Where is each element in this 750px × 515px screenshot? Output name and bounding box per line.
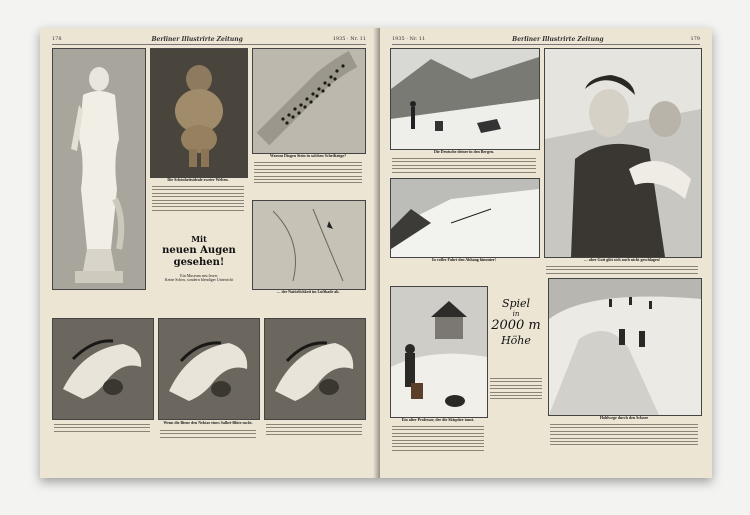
snow-walk-photo bbox=[548, 278, 702, 416]
slope-caption-text: In voller Fahrt den Abhang hinunter! bbox=[431, 257, 497, 262]
figurine-body-text bbox=[152, 186, 244, 213]
statue-photo bbox=[52, 48, 146, 290]
bee-photo-3 bbox=[264, 318, 366, 420]
left-page-number: 178 bbox=[52, 36, 62, 42]
subhead-line-2: Keine Scheu, sondern blendiger Unterricht bbox=[164, 277, 234, 283]
left-subhead bbox=[150, 274, 248, 282]
slope-photo bbox=[390, 178, 540, 258]
left-page bbox=[40, 28, 378, 478]
left-headline bbox=[150, 233, 248, 269]
left-running-head bbox=[52, 34, 366, 45]
sketch-caption bbox=[252, 290, 364, 294]
figurine-caption bbox=[150, 178, 246, 182]
script-title-line-2: in bbox=[512, 310, 520, 318]
hut-caption-text: Ein alter Professor, der die Skispitze tanzt. bbox=[401, 417, 475, 422]
ski-caption bbox=[390, 150, 538, 154]
cave-caption bbox=[252, 154, 364, 158]
bee-photo-2 bbox=[158, 318, 260, 420]
cave-drawing-photo bbox=[252, 48, 366, 154]
bee-body-right bbox=[266, 424, 362, 438]
woman-photo bbox=[544, 48, 702, 258]
bee-caption bbox=[158, 421, 258, 425]
snow-body-text bbox=[550, 424, 698, 448]
bee-caption-text: Wenn die Biene den Nektar eines Salbei-Blüte sucht. bbox=[163, 420, 253, 425]
subhead-line-1: Ein Museum neu lesen: bbox=[180, 273, 218, 278]
script-title-line-1: Spiel bbox=[501, 297, 531, 310]
snow-caption-text: Hohlwege durch den Schnee bbox=[599, 415, 649, 420]
bee-body-mid bbox=[160, 430, 256, 440]
hut-photo bbox=[390, 286, 488, 418]
bee-body-left bbox=[54, 424, 150, 434]
headline-line-1: Mit bbox=[191, 234, 207, 244]
figurine-photo bbox=[150, 48, 248, 178]
left-masthead: Berliner Illustrirte Zeitung bbox=[151, 35, 243, 43]
script-title-line-4: Höhe bbox=[501, 334, 531, 347]
bee-photo-1 bbox=[52, 318, 154, 420]
headline-line-2: neuen Augen bbox=[162, 245, 236, 256]
hut-body-text bbox=[392, 426, 484, 453]
sketch-caption-text: … der Natürlichkeit im Luftbade ab. bbox=[276, 289, 340, 294]
right-running-head bbox=[392, 34, 700, 45]
hut-caption bbox=[390, 418, 486, 422]
figurine-caption-text: Die Schönheitsideale zweier Welten. bbox=[167, 177, 229, 182]
woman-caption bbox=[544, 258, 700, 262]
script-title bbox=[490, 298, 542, 347]
ski-photo bbox=[390, 48, 540, 150]
headline-line-3: gesehen! bbox=[173, 257, 225, 268]
ski-caption-text: Die Deutsche deiner in den Bergen. bbox=[434, 149, 494, 154]
magazine-spread bbox=[40, 28, 712, 478]
snow-caption bbox=[548, 416, 700, 420]
script-title-line-3: 2000 m bbox=[491, 318, 541, 333]
right-page bbox=[380, 28, 712, 478]
woman-body-text bbox=[546, 266, 698, 276]
woman-caption-text: … aber Gott gibt sich auch nicht geschlagen! bbox=[583, 257, 661, 262]
script-body-text bbox=[490, 378, 542, 402]
left-issue: 1935 · Nr. 11 bbox=[332, 36, 366, 42]
right-page-number: 179 bbox=[690, 36, 700, 42]
slope-caption bbox=[390, 258, 538, 262]
cave-body-text bbox=[254, 162, 362, 186]
cave-caption-text: Warum Diogen Stein in solchen Schriftzüge? bbox=[269, 153, 347, 158]
right-issue: 1935 · Nr. 11 bbox=[392, 36, 426, 42]
right-masthead: Berliner Illustrirte Zeitung bbox=[512, 35, 604, 43]
sketch-photo bbox=[252, 200, 366, 290]
ski-body-text bbox=[392, 158, 536, 175]
